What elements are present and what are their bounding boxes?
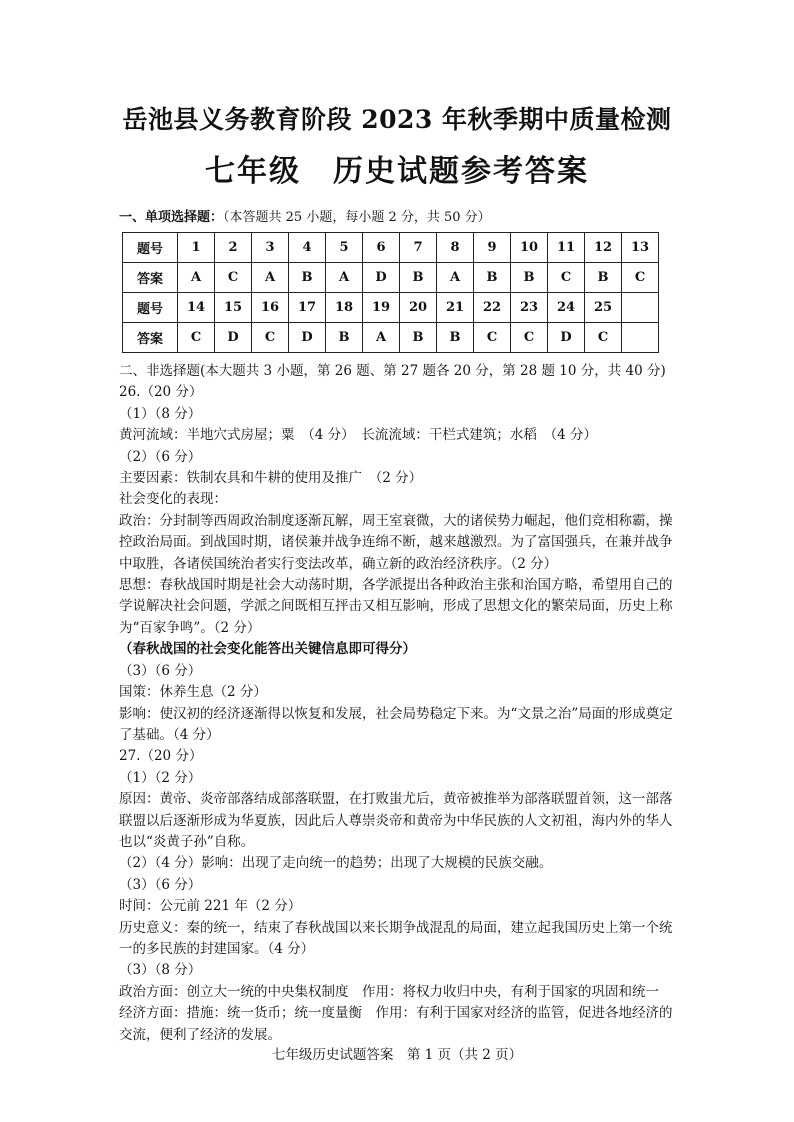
answer-line: 历史意义：秦的统一，结束了春秋战国以来长期争战混乱的局面，建立起我国历史上第一个统一的多民族的封建国家。（4 分）: [119, 919, 673, 957]
row-label-question: 题号: [123, 293, 178, 323]
question-number: 15: [215, 293, 252, 323]
answer-cell: D: [215, 323, 252, 353]
question-number: 6: [363, 233, 400, 263]
answer-line: （1）（8 分）: [119, 405, 202, 422]
question-number: 16: [252, 293, 289, 323]
row-label-answer: 答案: [123, 323, 178, 353]
question-number: 20: [400, 293, 437, 323]
answer-line: 二、非选择题(本大题共 3 小题，第 26 题、第 27 题各 20 分，第 28 题 10 分，共 40 分): [119, 363, 666, 379]
answer-line: （2）（6 分）: [119, 448, 202, 465]
answer-cell: B: [474, 263, 511, 293]
question-number: 11: [548, 233, 585, 263]
question-number: 14: [178, 293, 215, 323]
answer-cell: B: [326, 323, 363, 353]
answer-cell: C: [585, 323, 622, 353]
answer-line: 主要因素：铁制农具和牛耕的使用及推广 （2 分）: [119, 470, 423, 487]
question-number: 7: [400, 233, 437, 263]
question-number: 24: [548, 293, 585, 323]
section-1-note: （本答题共 25 小题，每小题 2 分，共 50 分）: [223, 210, 491, 225]
question-number: 10: [511, 233, 548, 263]
answer-cell: A: [326, 263, 363, 293]
answer-row-1: [123, 263, 659, 293]
answer-cell: C: [215, 263, 252, 293]
row-label-question: 题号: [123, 233, 178, 263]
exam-title: 岳池县义务教育阶段 2023 年秋季期中质量检测: [122, 105, 672, 134]
answer-line: 社会变化的表现：: [119, 491, 227, 508]
question-number: 12: [585, 233, 622, 263]
answer-table: [122, 232, 659, 353]
question-number: 21: [437, 293, 474, 323]
question-number: 18: [326, 293, 363, 323]
answer-cell: C: [474, 323, 511, 353]
answer-line: 原因：黄帝、炎帝部落结成部落联盟，在打败蚩尤后，黄帝被推举为部落联盟首领，这一部落联盟以后逐渐形成为华夏族，因此后人尊崇炎帝和黄帝为中华民族的人文初祖，海内外的华人也以“炎黄子孙”自称。: [119, 791, 673, 850]
answer-cell: A: [363, 323, 400, 353]
empty-cell: [622, 323, 659, 353]
empty-cell: [622, 293, 659, 323]
answer-cell: C: [511, 323, 548, 353]
answer-line: （3）（6 分）: [119, 876, 202, 893]
answer-cell: B: [585, 263, 622, 293]
answer-line: 政治方面：创立大一统的中央集权制度 作用：将权力收归中央，有利于国家的巩固和统一: [119, 983, 659, 1000]
answer-cell: B: [400, 263, 437, 293]
section-1-heading: [119, 206, 491, 225]
answer-line: 黄河流域：半地穴式房屋；粟 （4 分） 长流流域：干栏式建筑；水稻 （4 分）: [119, 427, 598, 444]
question-number: 23: [511, 293, 548, 323]
question-number: 3: [252, 233, 289, 263]
answer-line: （3）（8 分）: [119, 962, 202, 979]
answer-line: 政治：分封制等西周政治制度逐渐瓦解，周王室衰微，大的诸侯势力崛起，他们竞相称霸，操控政治局面。到战国时期，诸侯兼并战争连绵不断，越来越激烈。为了富国强兵，在兼并战争中取胜，各诸侯国统治者实行变法改革，确立新的政治经济秩序。（2 分）: [119, 512, 673, 572]
answer-line: （1）（2 分）: [119, 769, 202, 786]
answer-cell: D: [548, 323, 585, 353]
answer-line: （春秋战国的社会变化能答出关键信息即可得分）: [119, 641, 416, 658]
answer-line: 经济方面：措施：统一货币；统一度量衡 作用：有利于国家对经济的监管，促进各地经济的交流，便利了经济的发展。: [119, 1005, 673, 1043]
answer-cell: C: [252, 323, 289, 353]
question-number: 22: [474, 293, 511, 323]
question-number: 8: [437, 233, 474, 263]
question-number: 17: [289, 293, 326, 323]
answer-cell: D: [289, 323, 326, 353]
answer-key-title: 七年级 历史试题参考答案: [205, 154, 589, 189]
answer-line: 27.（20 分）: [119, 748, 203, 765]
answer-cell: B: [437, 323, 474, 353]
answer-body: [119, 361, 679, 1046]
question-row-1: [123, 233, 659, 263]
answer-line: 国策：休养生息（2 分）: [119, 684, 267, 701]
answer-cell: B: [511, 263, 548, 293]
answer-line: （2）（4 分）影响：出现了走向统一的趋势；出现了大规模的民族交融。: [119, 855, 553, 872]
answer-cell: A: [252, 263, 289, 293]
answer-cell: D: [363, 263, 400, 293]
question-number: 1: [178, 233, 215, 263]
question-number: 9: [474, 233, 511, 263]
question-number: 2: [215, 233, 252, 263]
answer-line: 思想：春秋战国时期是社会大动荡时期，各学派提出各种政治主张和治国方略，希望用自己的学说解决社会问题，学派之间既相互抨击又相互影响，形成了思想文化的繁荣局面，历史上称为“百家争鸣”。（2 分）: [119, 577, 673, 636]
question-number: 4: [289, 233, 326, 263]
page-footer: 七年级历史试题答案 第 1 页（共 2 页）: [271, 1047, 523, 1063]
question-number: 19: [363, 293, 400, 323]
answer-cell: B: [400, 323, 437, 353]
question-number: 13: [622, 233, 659, 263]
row-label-answer: 答案: [123, 263, 178, 293]
answer-line: 26.（20 分）: [119, 384, 203, 401]
answer-cell: C: [622, 263, 659, 293]
answer-cell: C: [178, 323, 215, 353]
section-1-label: 一、单项选择题：: [119, 210, 224, 225]
question-number: 25: [585, 293, 622, 323]
answer-line: 影响：使汉初的经济逐渐得以恢复和发展，社会局势稳定下来。为“文景之治”局面的形成奠定了基础。（4 分）: [119, 705, 673, 743]
answer-cell: B: [289, 263, 326, 293]
answer-row-2: [123, 323, 659, 353]
answer-line: 时间：公元前 221 年（2 分）: [119, 898, 302, 915]
question-row-2: [123, 293, 659, 323]
answer-cell: A: [178, 263, 215, 293]
answer-cell: C: [548, 263, 585, 293]
question-number: 5: [326, 233, 363, 263]
answer-cell: A: [437, 263, 474, 293]
answer-line: （3）（6 分）: [119, 662, 202, 679]
